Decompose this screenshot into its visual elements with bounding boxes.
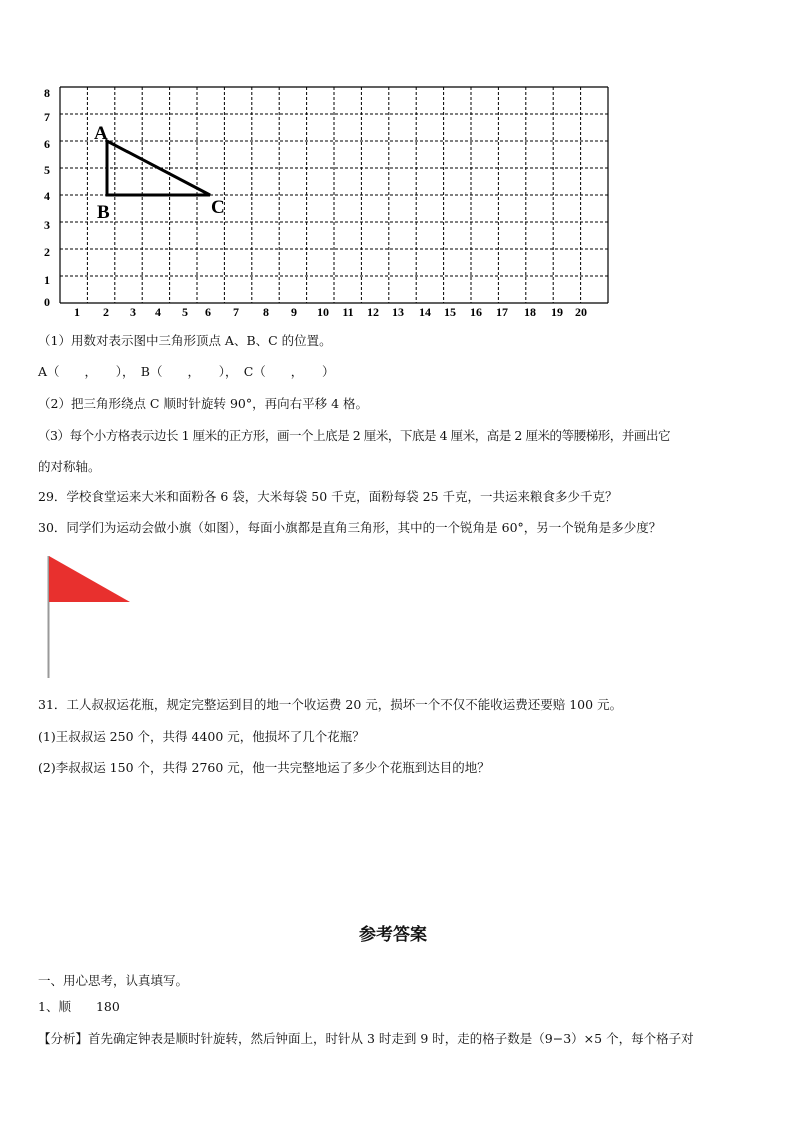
x-tick-label: 18 — [524, 305, 536, 319]
y-tick-label: 5 — [44, 163, 50, 177]
coordinate-grid — [30, 80, 620, 320]
q28-part1: （1）用数对表示图中三角形顶点 A、B、C 的位置。 — [38, 333, 332, 348]
q31-part1: (1)王叔叔运 250 个，共得 4400 元，他损坏了几个花瓶？ — [38, 729, 365, 744]
x-tick-label: 12 — [367, 305, 379, 319]
x-tick-label: 17 — [496, 305, 508, 319]
y-tick-label: 3 — [44, 218, 50, 232]
x-tick-label: 8 — [263, 305, 269, 319]
x-tick-label: 16 — [470, 305, 482, 319]
y-tick-label: 6 — [44, 137, 50, 151]
flag-triangle — [49, 556, 130, 602]
q28-part2: （2）把三角形绕点 C 顺时针旋转 90°，再向右平移 4 格。 — [38, 396, 368, 411]
y-tick-label: 0 — [44, 295, 50, 309]
q29: 29．学校食堂运来大米和面粉各 6 袋，大米每袋 50 千克，面粉每袋 25 千克，一共运来粮食多少千克？ — [38, 489, 618, 504]
x-tick-label: 14 — [419, 305, 431, 319]
x-tick-label: 5 — [182, 305, 188, 319]
q31-part2: (2)李叔叔运 150 个，共得 2760 元，他一共完整地运了多少个花瓶到达目的地？ — [38, 760, 490, 775]
y-tick-label: 8 — [44, 86, 50, 100]
vertex-a-label: A — [94, 123, 108, 144]
x-tick-label: 20 — [575, 305, 587, 319]
answer-item-1: 1、顺 180 — [38, 999, 120, 1014]
x-tick-label: 13 — [392, 305, 404, 319]
y-axis-labels — [44, 86, 50, 309]
vertex-c-label: C — [211, 197, 225, 218]
x-tick-label: 6 — [205, 305, 211, 319]
y-tick-label: 7 — [44, 110, 50, 124]
vertex-b-label: B — [97, 202, 110, 223]
x-tick-label: 19 — [551, 305, 563, 319]
q28-part3-line2: 的对称轴。 — [38, 459, 101, 474]
answers-title: 参考答案 — [359, 925, 427, 945]
q28-answer-line: A（ ， ）， B（ ， ）， C（ ， ） — [38, 364, 335, 379]
y-tick-label: 2 — [44, 245, 50, 259]
y-tick-label: 4 — [44, 189, 50, 203]
flag-figure — [44, 554, 136, 680]
x-tick-label: 11 — [342, 305, 354, 319]
x-tick-label: 4 — [155, 305, 161, 319]
x-tick-label: 7 — [233, 305, 239, 319]
q28-part3-line1: （3）每个小方格表示边长 1 厘米的正方形，画一个上底是 2 厘米，下底是 4 厘米，高是 2 厘米的等腰梯形，并画出它 — [38, 428, 671, 443]
x-tick-label: 1 — [74, 305, 80, 319]
q30: 30．同学们为运动会做小旗（如图），每面小旗都是直角三角形，其中的一个锐角是 60°，另一个锐角是多少度？ — [38, 520, 662, 535]
x-tick-label: 10 — [317, 305, 329, 319]
answers-section-heading: 一、用心思考，认真填写。 — [38, 973, 189, 988]
y-tick-label: 1 — [44, 273, 50, 287]
q31-stem: 31．工人叔叔运花瓶，规定完整运到目的地一个收运费 20 元，损坏一个不仅不能收运费还要赔 100 元。 — [38, 697, 623, 712]
x-tick-label: 3 — [130, 305, 136, 319]
x-tick-label: 15 — [444, 305, 456, 319]
x-axis-labels — [74, 305, 587, 319]
answer-analysis: 【分析】首先确定钟表是顺时针旋转，然后钟面上，时针从 3 时走到 9 时，走的格子数是（9−3）×5 个，每个格子对 — [38, 1031, 694, 1046]
x-tick-label: 2 — [103, 305, 109, 319]
x-tick-label: 9 — [291, 305, 297, 319]
